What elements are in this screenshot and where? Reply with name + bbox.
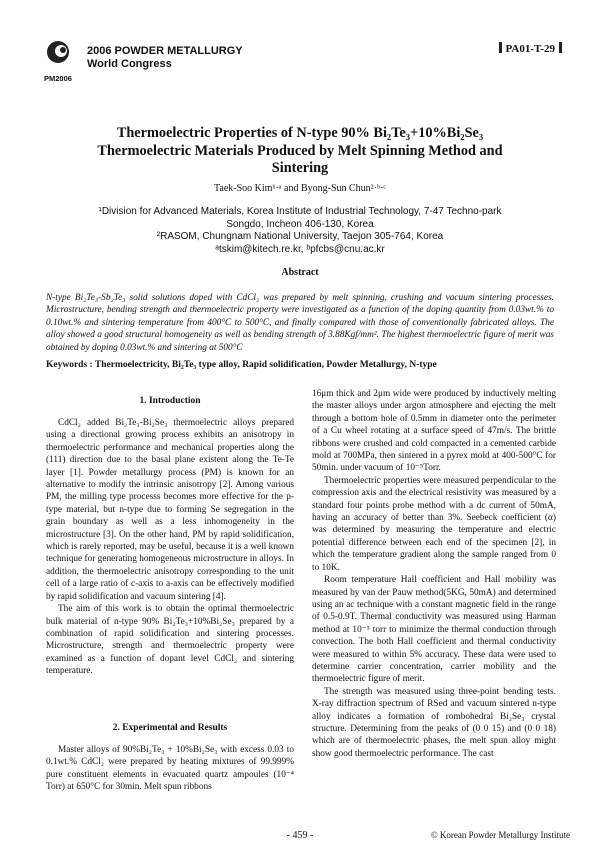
page-number: - 459 - <box>286 830 314 841</box>
copyright-notice: © Korean Powder Metallurgy Institute <box>430 830 570 840</box>
affiliation-line3: ²RASOM, Chungnam National University, Taejon 305-764, Korea <box>156 231 444 242</box>
right-paragraph-2: Thermoelectric properties were measured perpendicular to the compression axis and the electrical resistivity was measured by a standard four points probe method with a dc current of 50mA, having an accuracy of better than 3%. Seebeck coefficient (α) was determined by measuring the temperature and electric potential difference between each end of the specimen [2], in which the temperature gradient along the sample ranged from 0 to 10K. <box>312 475 556 573</box>
abstract-text: N-type Bi₂Te₃-Sb₂Te₃ solid solutions doped with CdCl₂ was prepared by melt spinning, crushing and vacuum sintering processes. Microstructure, bending strength and thermoelectric property were investigated as a function of the doping quantity from 0.03wt.% to 0.10wt.% and sintering temperature from 400°C to 500°C, and finally compared with those of conventionally fabricated alloys. The alloy showed a good structural homogeneity as well as bending strength of 3.88Kgf/mm². The highest thermoelectric figure of merit was obtained by doping 0.03wt.% and sintering at 500°C <box>46 293 554 353</box>
logo-text: PM2006 <box>44 74 72 83</box>
intro-paragraph-2: The aim of this work is to obtain the optimal thermoelectric bulk material of n-type 90% Bi₂Te₃+10%Bi₂Se₃ prepared by a combination of rapid solidification and sintering processes. Microstructure, strength and thermoelectric property were examined as a function of dopant level CdCl₂ and sintering temperature. <box>46 604 294 677</box>
right-column <box>312 388 556 760</box>
bar-right-icon <box>559 42 562 53</box>
affiliations <box>40 206 560 256</box>
conference-name <box>87 45 243 71</box>
intro-paragraph-1: CdCl₂ added Bi₂Te₃-Bi₂Se₃ thermoelectric alloys prepared using a directional growing process exhibits an anisotropy in thermoelectric performance and mechanical properties along the (111) direction due to the basal plane existent along the Te-Te layer [1]. Powder metallurgy process (PM) is known for an alternative to modify the intrinsic anisotropy [2]. Among various PM, the milling type processs becomes more effective for the p-type material, but n-type due to forming Se segregation in the grain boundary as well as a less inhomogeneity in the microstructure [3]. On the other hand, PM by rapid solidification, which is rarely reported, may be useful, because it is a well known technique for generating homogeneous microstructure in alloys. In addition, the thermoelectric anisotropy corresponding to the unit cell of a large ratio of c-axis to a-axis can be effectively modified by rapid solidification and vacuum sintering [4]. <box>46 418 294 602</box>
paper-code <box>495 42 567 55</box>
affiliation-line1: ¹Division for Advanced Materials, Korea Institute of Industrial Technology, 7-47 Techno-park <box>98 206 502 217</box>
abstract-heading: Abstract <box>281 267 319 278</box>
pm2006-logo <box>44 40 78 83</box>
authors: Taek-Soo Kim¹·ᵃ and Byong-Sun Chun²·ᵇ·ᶜ <box>213 183 386 194</box>
title-line3: Sintering <box>271 160 329 176</box>
affiliation-emails: ᵃtskim@kitech.re.kr, ᵇpfcbs@cnu.ac.kr <box>215 243 385 255</box>
bar-left-icon <box>499 42 502 53</box>
right-paragraph-4: The strength was measured using three-point bending tests. X-ray diffraction spectrum of RSed and vacuum sintered n-type alloy indicates a formation of rombohedral Bi₂Se₃ crystal structure. Determining from the peaks of (0 0 15) and (0 0 18) which are of thermoelectric phases, the melt spun alloy might show good thermoelectric performance. The cast <box>312 686 556 759</box>
conference-line2: World Congress <box>87 58 172 70</box>
affiliation-line2: Songdo, Incheon 406-130, Korea <box>226 218 374 230</box>
swirl-logo-icon <box>44 40 78 68</box>
paper-title <box>40 125 560 178</box>
exp-paragraph-1: Master alloys of 90%Bi₂Te₃ + 10%Bi₂Se₃ with excess 0.03 to 0.1wt.% CdCl₂ were prepared by heating mixtures of 99.999% pure constituent elements in evacuated quartz ampoules (10⁻⁴ Torr) at 650°C for 30min. Melt spun ribbons <box>46 745 294 793</box>
paper-code-text: PA01-T-29 <box>505 43 555 55</box>
keywords: Keywords : Thermoelectricity, Bi₂Te₃ type alloy, Rapid solidification, Powder Metallurgy, N-type <box>46 360 437 370</box>
left-column <box>46 417 294 678</box>
conference-line1: 2006 POWDER METALLURGY <box>87 45 243 57</box>
introduction-heading: 1. Introduction <box>139 396 201 406</box>
title-line2: Thermoelectric Materials Produced by Melt Spinning Method and <box>97 142 503 159</box>
experimental-heading: 2. Experimental and Results <box>112 723 228 733</box>
experimental-paragraph-1 <box>46 744 294 794</box>
right-paragraph-1: 16μm thick and 2μm wide were produced by inductively melting the master alloys under argon atmosphere and ejecting the melt through a bottom hole of 0.5mm in diameter onto the perimeter of a Cu wheel rotating at a surface speed of 47m/s. The brittle ribbons were crushed and cold compacted in a cemented carbide mold at 700MPa, then sintered in a pyrex mold at 400-500°C for 50min. under vacuum of 10⁻⁵Torr. <box>312 389 556 474</box>
right-paragraph-3: Room temperature Hall coefficient and Hall mobility was measured by van der Pauw method(5KG, 50mA) and determined using an ac technique with a constant magnetic field in the range of 0.5-0.9T. Thermal conductivity was measured using Harman method at 10⁻⁵ torr to minimize the thermal conduction through convection. The both Hall coefficient and thermal conductivity were measured to within 5% accuracy. These data were used to determine carrier concentration, carrier mobility and the thermoelectric figure of merit. <box>312 575 556 685</box>
title-line1: Thermoelectric Properties of N-type 90% Bi₂Te₃+10%Bi₂Se₃ <box>116 125 484 141</box>
